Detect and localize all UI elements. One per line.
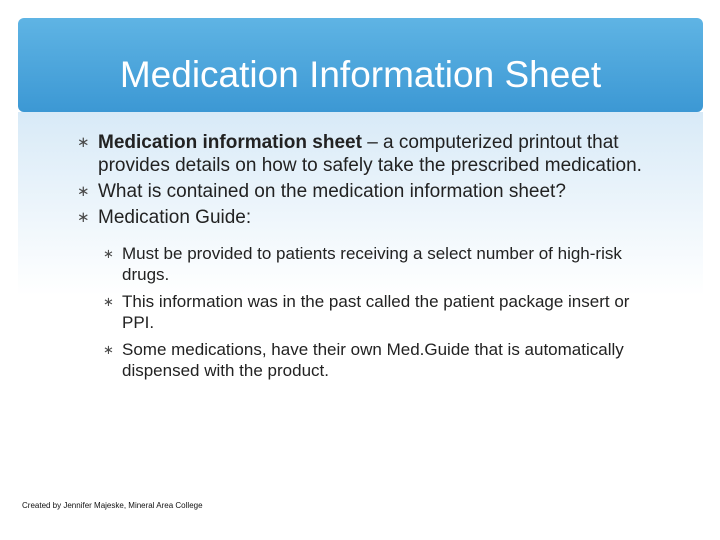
- asterisk-bullet-icon: ∗: [77, 134, 90, 151]
- bullet-list: [77, 131, 658, 387]
- sub-bullet-text: This information was in the past called the patient package insert or PPI.: [122, 292, 630, 332]
- asterisk-bullet-icon: ∗: [103, 246, 114, 261]
- sub-bullet-text: Must be provided to patients receiving a select number of high-risk drugs.: [122, 244, 622, 284]
- bullet-item: [77, 180, 658, 203]
- bullet-text: What is contained on the medication information sheet?: [98, 181, 566, 202]
- sub-bullet-list: [98, 243, 658, 381]
- sub-bullet-item: [103, 339, 658, 381]
- bullet-text: Medication Guide:: [98, 207, 252, 228]
- sub-bullet-text: Some medications, have their own Med.Guide that is automatically dispensed with the product.: [122, 340, 624, 380]
- asterisk-bullet-icon: ∗: [103, 294, 114, 309]
- asterisk-bullet-icon: ∗: [103, 342, 114, 357]
- bullet-item: [77, 206, 658, 381]
- bullet-term: Medication information sheet: [98, 132, 362, 153]
- slide-title: Medication Information Sheet: [119, 54, 602, 95]
- footer-credit: Created by Jennifer Majeske, Mineral Area College: [22, 501, 203, 510]
- bullet-item: [77, 131, 658, 177]
- bullet-text: – a computerized printout that provides details on how to safely take the prescribed medication.: [98, 132, 642, 176]
- sub-bullet-item: [103, 243, 658, 285]
- asterisk-bullet-icon: ∗: [77, 209, 90, 226]
- sub-bullet-item: [103, 291, 658, 333]
- asterisk-bullet-icon: ∗: [77, 183, 90, 200]
